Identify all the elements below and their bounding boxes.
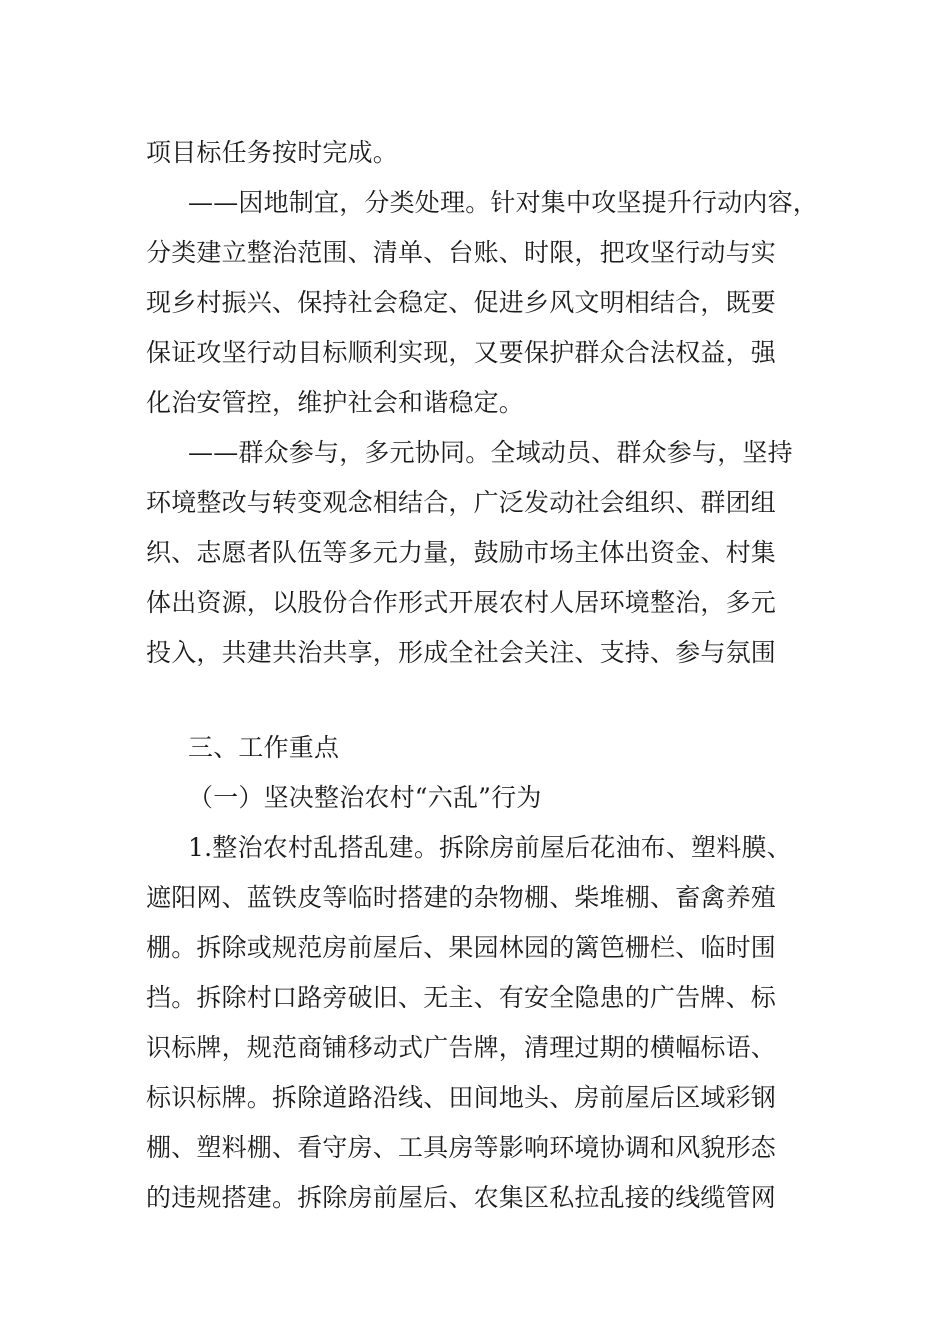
text-line-19: 标识标牌。拆除道路沿线、田间地头、房前屋后区域彩钢 (146, 1083, 777, 1112)
text-line-11: 投入，共建共治共享，形成全社会关注、支持、参与氛围 (146, 638, 777, 667)
text-line-7: ——群众参与，多元协同。全域动员、群众参与，坚持 (188, 438, 793, 467)
text-line-17: 挡。拆除村口路旁破旧、无主、有安全隐患的广告牌、标 (146, 983, 777, 1012)
text-line-5: 保证攻坚行动目标顺利实现，又要保护群众合法权益，强 (146, 338, 777, 367)
text-line-6: 化治安管控，维护社会和谐稳定。 (146, 388, 525, 417)
section-heading: 三、工作重点 (188, 733, 340, 762)
text-line-14: 1.整治农村乱搭乱建。拆除房前屋后花油布、塑料膜、 (188, 833, 792, 862)
text-line-20: 棚、塑料棚、看守房、工具房等影响环境协调和风貌形态 (146, 1133, 777, 1162)
text-line-16: 棚。拆除或规范房前屋后、果园林园的篱笆栅栏、临时围 (146, 933, 777, 962)
text-line-10: 体出资源，以股份合作形式开展农村人居环境整治，多元 (146, 588, 777, 617)
text-line-8: 环境整改与转变观念相结合，广泛发动社会组织、群团组 (146, 488, 777, 517)
text-line-1: 项目标任务按时完成。 (146, 138, 399, 167)
text-line-18: 识标牌，规范商铺移动式广告牌，清理过期的横幅标语、 (146, 1033, 777, 1062)
text-line-21: 的违规搭建。拆除房前屋后、农集区私拉乱接的线缆管网 (146, 1183, 777, 1212)
subsection-heading: （一）坚决整治农村“六乱”行为 (188, 783, 542, 812)
text-line-9: 织、志愿者队伍等多元力量，鼓励市场主体出资金、村集 (146, 538, 777, 567)
text-line-15: 遮阳网、蓝铁皮等临时搭建的杂物棚、柴堆棚、畜禽养殖 (146, 883, 777, 912)
text-line-3: 分类建立整治范围、清单、台账、时限，把攻坚行动与实 (146, 238, 777, 267)
text-line-4: 现乡村振兴、保持社会稳定、促进乡风文明相结合，既要 (146, 288, 777, 317)
text-line-2: ——因地制宜，分类处理。针对集中攻坚提升行动内容， (188, 188, 819, 217)
